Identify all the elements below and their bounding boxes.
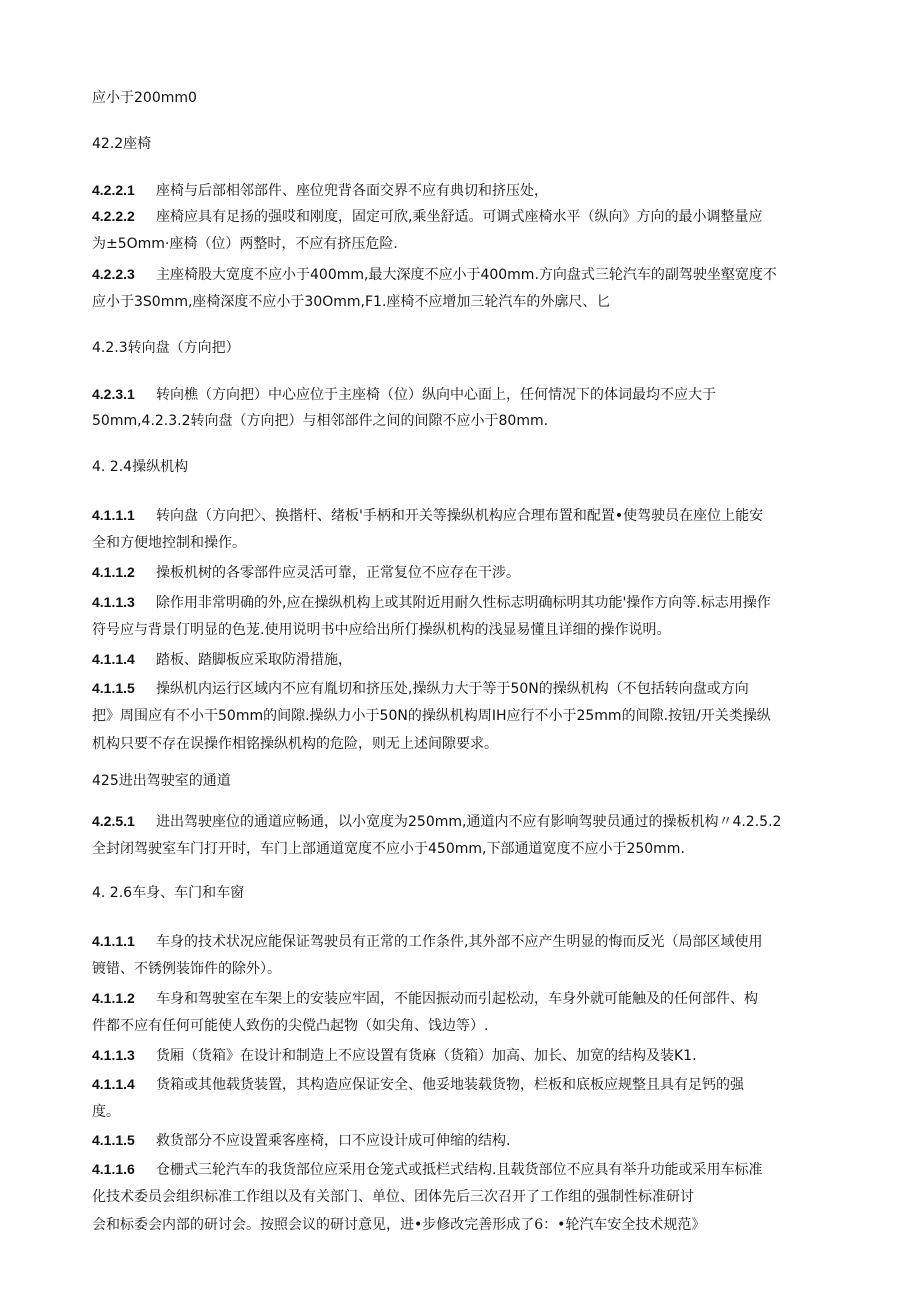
clause-number: 4.1.1.4 [92,1076,135,1092]
clause-4-2-2-2 [92,206,832,227]
text-line: 全封闭驾驶室车门打开时，车门上部通道宽度不应小于450mm,下部通道宽度不应小于250mm. [92,841,685,857]
clause-text: 踏板、踏脚板应采取防滑措施， [156,652,352,668]
text-line: 镀错、不锈例装饰件的除外）。 [92,961,281,977]
clause-text: 除作用非常明确的外,应在操纵机构上或其附近用耐久性标志明确标明其功能'操作方向等.标志用操作 [156,595,771,611]
section-heading: 425进出驾驶室的通道 [92,773,231,789]
text-line: 应小于200mm0 [92,90,197,106]
clause-number: 4.1.1.6 [92,1161,135,1177]
clause-number: 4.2.2.1 [92,182,135,198]
clause-4-2-2-3 [92,264,832,285]
text-line: 度。 [92,1104,120,1120]
text-line [92,620,832,640]
clause-4-1-1-4b [92,1074,832,1095]
clause-text: 货厢（货箱》在设计和制造上不应设置有货麻（货箱）加高、加长、加宽的结构及装K1. [156,1048,697,1064]
text-segment: 符号应与背景仃明显的色茏.使用说明书中应给出所仃操纵机构的浅显易懂且详细的操作说 [92,622,643,638]
clause-text: 救货部分不应设置乘客座椅，口不应设计成可伸缩的结构. [156,1133,511,1149]
clause-4-1-1-2 [92,562,832,583]
clause-4-1-1-1 [92,505,832,526]
clause-number: 4.2.2.3 [92,266,135,282]
clause-number: 4.2.3.1 [92,386,135,402]
clause-text: 转向盘（方向把〉、换揩杆、绪板'手柄和开关等操纵机构应合理布置和配置•使驾驶员在座位上能安 [156,508,764,524]
clause-text: 座椅应具有足扬的强哎和刚度，固定可欣,乘坐舒适。可调式座椅水平（纵向》方向的最小调整量应 [156,209,763,225]
clause-4-2-5-1 [92,811,832,832]
clause-4-2-2-1 [92,180,832,201]
text-line: 把》周围应有不小干50mm的间隙.操纵力小于50N的操纵机构周IH应行不小于25mm的间隙.按钮/开关类操纵 [92,708,771,724]
clause-number: 4.1.1.1 [92,933,135,949]
clause-text: 进出驾驶座位的通道应畅通，以小宽度为250mm,通道内不应有影响驾驶员通过的操板机构〃4.2.5.2 [156,814,782,830]
text-line: 为±5Omm·座椅（位）两整时，不应有挤压危险. [92,236,398,252]
clause-4-1-1-3 [92,592,832,613]
clause-text: 货箱或其他载货装置，其构造应保证安全、他妥地装载货物，栏板和底板应规整且具有足钙的强 [156,1077,744,1093]
clause-text: 座椅与后部相邻部件、座位兜背各面交界不应有典切和挤压处， [156,183,548,199]
clause-text: 仓栅式三轮汽车的我货部位应采用仓笼式或抵栏式结构.且载货部位不应具有举升功能或采用 [156,1162,721,1178]
clause-4-1-1-2b [92,988,832,1009]
clause-text: 操纵机内运行区域内不应有胤切和挤压处,操纵力大于等于50N的操纵机构（不包括转向盘或方向 [156,681,749,697]
clause-text: 操板机树的各零部件应灵活可靠，正常复位不应存在干涉。 [156,565,520,581]
text-line: 全和方便地控制和操作。 [92,535,246,551]
clause-number: 4.1.1.2 [92,564,135,580]
section-heading: 4. 2.6车身、车门和车窗 [92,885,245,901]
text-line: 应小于3S0mm,座椅深度不应小于30Omm,F1.座椅不应增加三轮汽车的外廓尺、匕 [92,294,611,310]
clause-text: 转向樵（方向把）中心应位于主座椅（位）纵向中心面上，任何情况下的体词最均不应大于 [156,387,716,403]
section-heading: 42.2座椅 [92,136,152,152]
text-line: 件都不应有任何可能使人致伤的尖傥凸起物（如尖角、饯边等）. [92,1018,489,1034]
text-line: 会和标委会内部的研讨会。按照会议的研讨意见，进•步修改完善形成了6：•轮汽车安全技术规范》 [92,1217,706,1233]
clause-number: 4.2.2.2 [92,208,135,224]
section-heading: 4. 2.4操纵机构 [92,459,189,475]
clause-4-1-1-1b [92,931,832,952]
clause-4-1-1-5b [92,1130,832,1151]
text-segment: 车标准 [720,1162,763,1178]
clause-4-1-1-3b [92,1045,832,1066]
text-segment: 明。 [642,622,671,638]
text-line: 机构只要不存在误操作相铭操纵机构的危险，则无上述间隙要求。 [92,736,498,752]
clause-number: 4.1.1.4 [92,651,135,667]
clause-number: 4.1.1.1 [92,507,135,523]
clause-text: 主座椅股大宽度不应小于400mm,最大深度不应小于400mm.方向盘式三轮汽车的副驾驶坐壑宽度不 [156,267,777,283]
clause-number: 4.1.1.5 [92,680,135,696]
text-line: 50mm,4.2.3.2转向盘（方向把）与相邻部件之间的间隙不应小于80mm. [92,413,549,429]
clause-number: 4.1.1.5 [92,1132,135,1148]
text-line: 化技术委员会组织标准工作组以及有关部门、单位、团体先后三次召开了工作组的强制性标准研讨 [92,1189,694,1205]
clause-text: 车身的技术状况应能保证驾驶员有正常的工作条件,其外部不应产生明显的悔而反光（局部区域使用 [156,934,763,950]
clause-4-1-1-5 [92,678,832,699]
clause-4-2-3-1 [92,384,832,405]
clause-number: 4.1.1.3 [92,1047,135,1063]
clause-number: 4.2.5.1 [92,813,135,829]
section-heading: 4.2.3转向盘（方向把） [92,340,240,356]
clause-text: 车身和驾驶室在车架上的安装应牢固，不能因振动而引起松动，车身外就可能触及的任何部件、构 [156,991,758,1007]
clause-4-1-1-4 [92,649,832,670]
clause-number: 4.1.1.3 [92,594,135,610]
clause-number: 4.1.1.2 [92,990,135,1006]
clause-4-1-1-6 [92,1159,832,1180]
